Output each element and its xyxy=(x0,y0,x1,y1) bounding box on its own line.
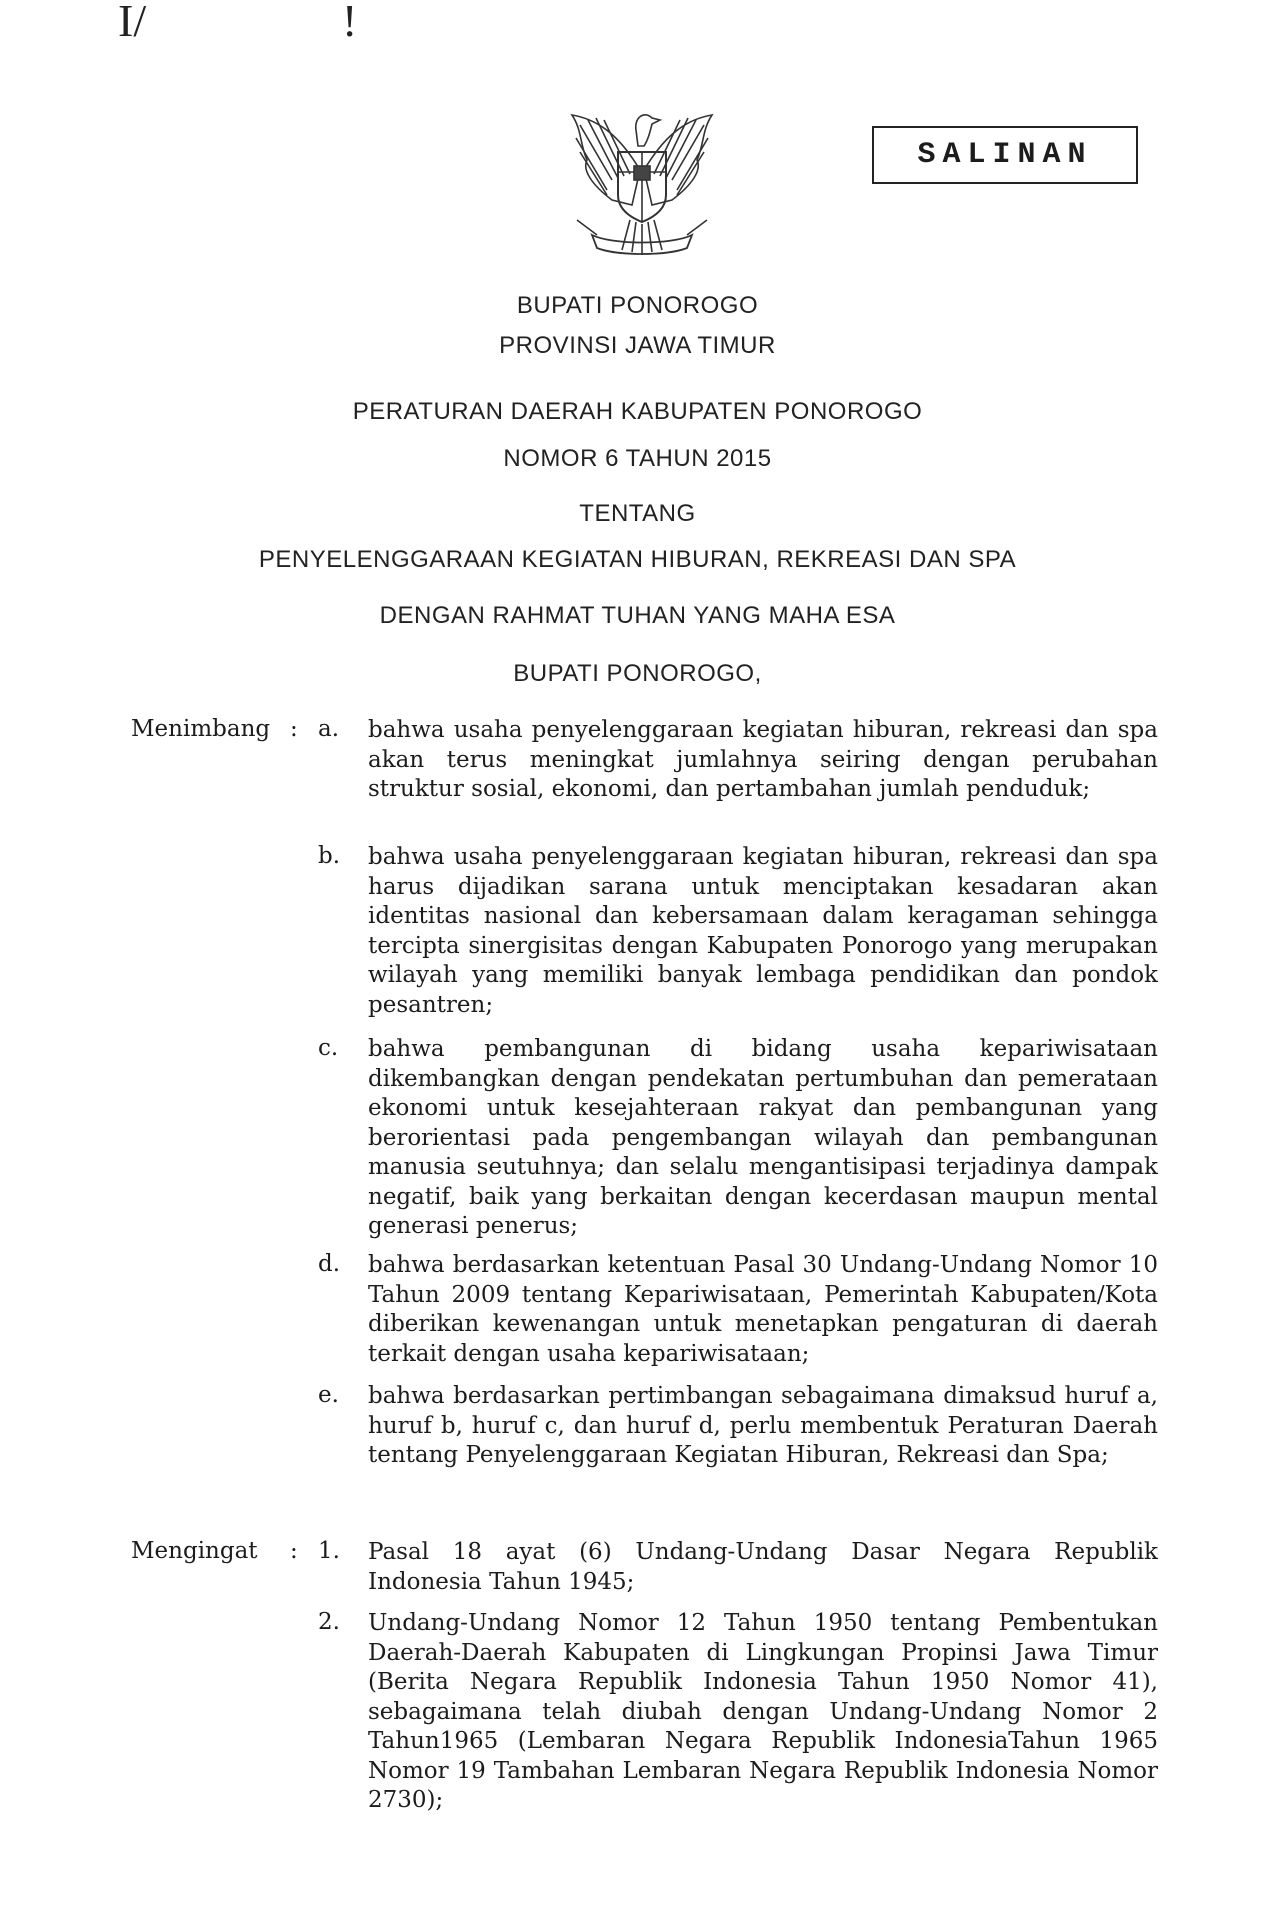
item-mark: b. xyxy=(318,843,341,869)
item-mark: e. xyxy=(318,1382,339,1408)
handwritten-mark-left: I/ xyxy=(118,0,147,46)
preamble-bupati: BUPATI PONOROGO, xyxy=(513,660,762,687)
item-mark: d. xyxy=(318,1251,341,1277)
preamble-rahmat: DENGAN RAHMAT TUHAN YANG MAHA ESA xyxy=(379,602,896,629)
item-text: bahwa usaha penyelenggaraan kegiatan hiburan, rekreasi dan spa harus dijadikan sarana untuk menciptakan kesadaran akan identitas nasional dan kebersamaan dalam keragaman sehingga tercipta sinergisitas dengan Kabupaten Ponorogo yang merupakan wilayah yang memiliki banyak lembaga pendidikan dan pondok pesantren; xyxy=(368,844,1158,1018)
garuda-emblem-icon xyxy=(552,100,732,270)
item-text: bahwa berdasarkan ketentuan Pasal 30 Undang-Undang Nomor 10 Tahun 2009 tentang Kepariwisataan, Pemerintah Kabupaten/Kota diberikan kewenangan untuk menetapkan pengaturan di daerah terkait dengan usaha kepariwisataan; xyxy=(368,1252,1158,1367)
item-mark: 2. xyxy=(318,1609,340,1635)
regulation-number: NOMOR 6 TAHUN 2015 xyxy=(503,445,772,472)
header-bupati: BUPATI PONOROGO xyxy=(516,292,759,319)
item-text: bahwa usaha penyelenggaraan kegiatan hiburan, rekreasi dan spa akan terus meningkat jumlahnya seiring dengan perubahan struktur sosial, ekonomi, dan pertambahan jumlah penduduk; xyxy=(368,717,1158,802)
header-provinsi: PROVINSI JAWA TIMUR xyxy=(499,332,776,359)
regulation-title: PERATURAN DAERAH KABUPATEN PONOROGO xyxy=(352,398,923,425)
salinan-stamp: SALINAN xyxy=(872,126,1138,184)
item-text: bahwa pembangunan di bidang usaha kepariwisataan dikembangkan dengan pendekatan pertumbuhan dan pemerataan ekonomi untuk kesejahteraan rakyat dan pembangunan yang berorientasi pada pengembangan wilayah dan pembangunan manusia seutuhnya; dan selalu mengantisipasi terjadinya dampak negatif, baik yang berkaitan dengan kecerdasan maupun mental generasi penerus; xyxy=(368,1036,1158,1239)
menimbang-label: Menimbang xyxy=(131,716,271,742)
mengingat-colon: : xyxy=(290,1538,298,1564)
item-text: Pasal 18 ayat (6) Undang-Undang Dasar Negara Republik Indonesia Tahun 1945; xyxy=(368,1539,1158,1595)
handwritten-mark-right: ! xyxy=(342,0,358,46)
item-mark: c. xyxy=(318,1035,339,1061)
item-text: bahwa berdasarkan pertimbangan sebagaimana dimaksud huruf a, huruf b, huruf c, dan huruf d, perlu membentuk Peraturan Daerah tentang Penyelenggaraan Kegiatan Hiburan, Rekreasi dan Spa; xyxy=(368,1383,1158,1468)
menimbang-colon: : xyxy=(290,716,298,742)
mengingat-label: Mengingat xyxy=(131,1538,258,1564)
item-text: Undang-Undang Nomor 12 Tahun 1950 tentang Pembentukan Daerah-Daerah Kabupaten di Lingkungan Propinsi Jawa Timur (Berita Negara Republik Indonesia Tahun 1950 Nomor 41), sebagaimana telah diubah dengan Undang-Undang Nomor 2 Tahun1965 (Lembaran Negara Republik IndonesiaTahun 1965 Nomor 19 Tambahan Lembaran Negara Republik Indonesia Nomor 2730); xyxy=(368,1610,1158,1813)
item-mark: a. xyxy=(318,716,340,742)
item-mark: 1. xyxy=(318,1538,340,1564)
regulation-tentang: TENTANG xyxy=(579,500,696,527)
regulation-subject: PENYELENGGARAAN KEGIATAN HIBURAN, REKREASI DAN SPA xyxy=(258,546,1017,573)
